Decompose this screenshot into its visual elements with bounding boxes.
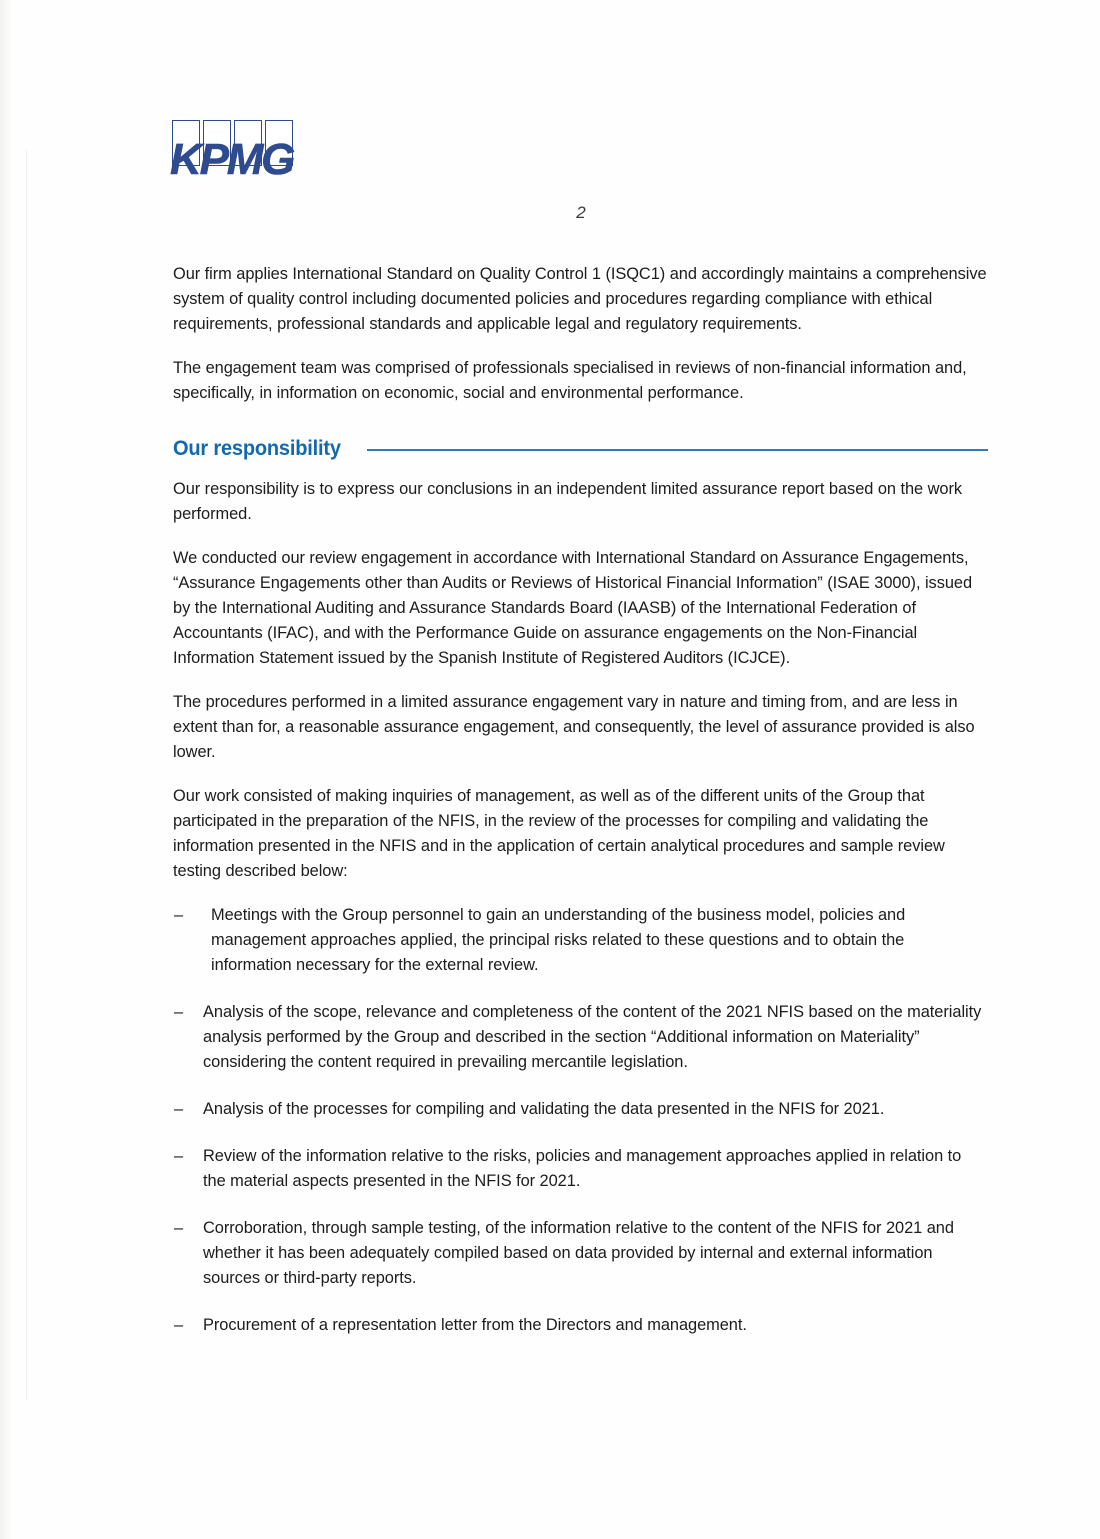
page-number: 2 xyxy=(576,203,586,222)
dash-bullet-icon: – xyxy=(174,1219,184,1237)
section-heading xyxy=(173,436,988,461)
dash-bullet-icon: – xyxy=(174,906,184,924)
document-content xyxy=(173,262,988,1360)
list-item-text: Analysis of the processes for compiling and validating the data presented in the NFIS for 2021. xyxy=(203,1100,885,1118)
section-heading-rule xyxy=(367,449,988,451)
scan-edge-line xyxy=(26,150,27,1400)
list-item xyxy=(173,1313,988,1338)
dash-bullet-icon: – xyxy=(174,1003,184,1021)
kpmg-logo xyxy=(172,120,312,190)
section-paragraph-2: We conducted our review engagement in accordance with International Standard on Assurance Engagements, “Assurance Engagements other than Audits or Reviews of Historical Financial Information” (ISAE 3000), issued by the International Auditing and Assurance Standards Board (IAASB) of the International Federation of Accountants (IFAC), and with the Performance Guide on assurance engagements on the Non-Financial Information Statement issued by the Spanish Institute of Registered Auditors (ICJCE). xyxy=(173,549,973,667)
list-item xyxy=(173,1097,988,1122)
list-item-text: Analysis of the scope, relevance and completeness of the content of the 2021 NFIS based on the materiality analysis performed by the Group and described in the section “Additional information on Materiality” considering the content required in prevailing mercantile legislation. xyxy=(203,1003,982,1071)
section-paragraph-1: Our responsibility is to express our conclusions in an independent limited assurance report based on the work performed. xyxy=(173,480,963,523)
dash-bullet-icon: – xyxy=(174,1316,184,1334)
procedures-list xyxy=(173,903,988,1338)
list-item xyxy=(173,903,988,978)
list-item-text: Review of the information relative to the risks, policies and management approaches applied in relation to the material aspects presented in the NFIS for 2021. xyxy=(203,1147,962,1190)
list-item xyxy=(173,1216,988,1291)
list-item-text: Meetings with the Group personnel to gain an understanding of the business model, policies and management approaches applied, the principal risks related to these questions and to obtain the information necessary for the external review. xyxy=(211,906,906,974)
dash-bullet-icon: – xyxy=(174,1100,184,1118)
intro-paragraph-1: Our firm applies International Standard on Quality Control 1 (ISQC1) and accordingly maintains a comprehensive system of quality control including documented policies and procedures regarding compliance with ethical requirements, professional standards and applicable legal and regulatory requirements. xyxy=(173,265,987,333)
scan-edge-left xyxy=(0,0,14,1539)
dash-bullet-icon: – xyxy=(174,1147,184,1165)
list-item-text: Corroboration, through sample testing, of the information relative to the content of the NFIS for 2021 and whether it has been adequately compiled based on data provided by internal and external information sources or third-party reports. xyxy=(203,1219,954,1287)
list-item-text: Procurement of a representation letter from the Directors and management. xyxy=(203,1316,747,1334)
section-heading-label: Our responsibility xyxy=(173,436,341,460)
section-paragraph-3: The procedures performed in a limited assurance engagement vary in nature and timing from, and are less in extent than for, a reasonable assurance engagement, and consequently, the level of assurance provided is also lower. xyxy=(173,693,975,761)
section-paragraph-4: Our work consisted of making inquiries of management, as well as of the different units of the Group that participated in the preparation of the NFIS, in the review of the processes for compiling and validating the information presented in the NFIS and in the application of certain analytical procedures and sample review testing described below: xyxy=(173,787,945,880)
list-item xyxy=(173,1144,988,1194)
intro-paragraph-2: The engagement team was comprised of professionals specialised in reviews of non-financial information and, specifically, in information on economic, social and environmental performance. xyxy=(173,359,967,402)
list-item xyxy=(173,1000,988,1075)
kpmg-wordmark: KPMG xyxy=(170,135,294,184)
